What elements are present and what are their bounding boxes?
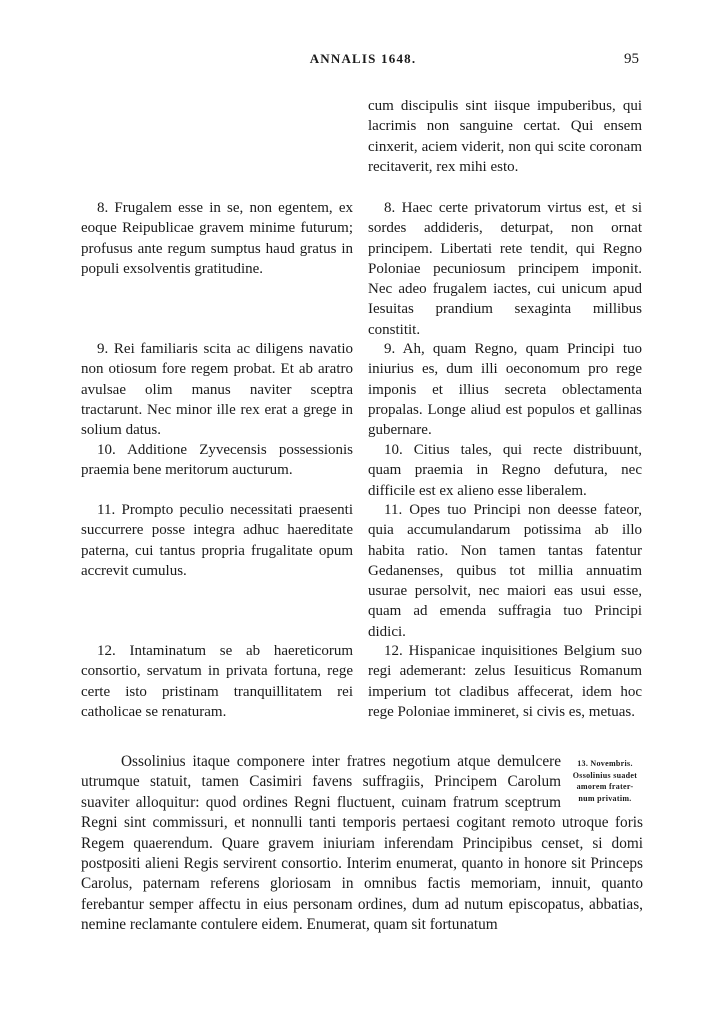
right-paragraph-11: 11. Opes tuo Principi non deesse fateor, quia accumulandarum potissima ab illo habita ratio. Non tamen tantas fatentur Gedanenses, quibus tot millia annuatim usurae persolvit, nec maiori eas usui esse, quam ad emenda suffragia tuo Principi didici.	[368, 502, 642, 640]
right-column-p9	[368, 339, 642, 440]
left-column-p10	[81, 440, 353, 481]
right-paragraph-8: 8. Haec certe privatorum virtus est, et si sordes addideris, deturpat, non ornat principem. Libertati rete tendit, qui Regno Poloniae pecuniosum principem imponit. Nec adeo frugalem iactes, cui unicum apud Iesuitas prandium sexaginta millibus constitit.	[368, 200, 642, 338]
right-column-p12	[368, 641, 642, 722]
running-title: ANNALIS 1648.	[309, 51, 417, 66]
right-intro-paragraph: cum discipulis sint iisque impuberibus, qui lacrimis non sanguine certat. Qui ensem cinxerit, aciem viderit, non qui scite coronam recitaverit, rex mihi esto.	[368, 98, 642, 175]
left-paragraph-10: 10. Additione Zyvecensis possessionis praemia bene meritorum aucturum.	[81, 442, 353, 479]
main-text-block	[81, 752, 643, 936]
margin-note	[560, 758, 650, 804]
margin-note-line-1: 13. Novembris.	[577, 759, 633, 768]
margin-note-line-2: Ossolinius suadet	[572, 770, 638, 780]
left-column-p12	[81, 641, 353, 722]
right-paragraph-9: 9. Ah, quam Regno, quam Principi tuo iniurius es, dum illi oeconomum pro rege imponis et illius secreta oblectamenta propalas. Longe aliud est populos et gallinas gubernare.	[368, 341, 642, 439]
left-column-p11	[81, 500, 353, 581]
page-number: 95	[624, 51, 639, 67]
right-paragraph-12: 12. Hispanicae inquisitiones Belgium suo regi ademerant: zelus Iesuiticus Romanum imperium tot cladibus affecerat, idem hoc rege Poloniae immineret, si civis es, metuas.	[368, 643, 642, 720]
margin-note-line-3: amorem frater-	[576, 782, 634, 791]
left-column-p8	[81, 198, 353, 279]
right-column-p10	[368, 440, 642, 501]
left-paragraph-9: 9. Rei familiaris scita ac diligens navatio non otiosum fore regem probat. Et ab aratro avulsae olim manus naviter sceptra tractarunt. Nec minor ille rex erat a grege in solium datus.	[81, 341, 353, 439]
right-paragraph-10: 10. Citius tales, qui recte distribuunt, quam praemia in Regno defutura, nec difficile est ex alieno esse liberalem.	[368, 442, 642, 499]
left-paragraph-11: 11. Prompto peculio necessitati praesenti succurrere posse integra adhuc haereditate paterna, cui tantus propria frugalitate opum accrevit cumulus.	[81, 502, 353, 579]
left-paragraph-8: 8. Frugalem esse in se, non egentem, ex eoque Reipublicae gravem minime futurum; profusus ante regum sumptus haud gratus in populi exsolventis gratitudine.	[81, 200, 353, 277]
right-column-p8	[368, 198, 642, 340]
main-paragraph: Ossolinius itaque componere inter fratres negotium atque demulcere utrumque statuit, tamen Casimiri favens suffragiis, Principem Carolum suaviter alloquitur: quod ordines Regni fluctuent, cuinam fratrum sceptrum Regni sint commissuri, et nonnulli tanti temporis pertaesi cogitant remoto utroque foris Regem quaerendum. Quare gravem iniuriam inferendam Principibus censet, si domi postpositi alieni Regis servirent consortio. Interim enumerat, quanto in honore sit Princeps Carolus, paternam referens gloriosam in omnibus factis memoriam, innuit, quanto ferebantur semper affectu in eius personam ordines, dum ad nutum episcopatus, abbatias, nemine reclamante contulere eidem. Enumerat, quam sit fortunatum	[81, 753, 643, 934]
right-column	[368, 96, 642, 177]
right-column-p11	[368, 500, 642, 642]
margin-note-line-4: num privatim.	[578, 793, 632, 803]
left-column-p9	[81, 339, 353, 440]
left-paragraph-12: 12. Intaminatum se ab haereticorum consortio, servatum in privata fortuna, rege certe isto pristinam tranquillitatem rei catholicae se renaturam.	[81, 643, 353, 720]
